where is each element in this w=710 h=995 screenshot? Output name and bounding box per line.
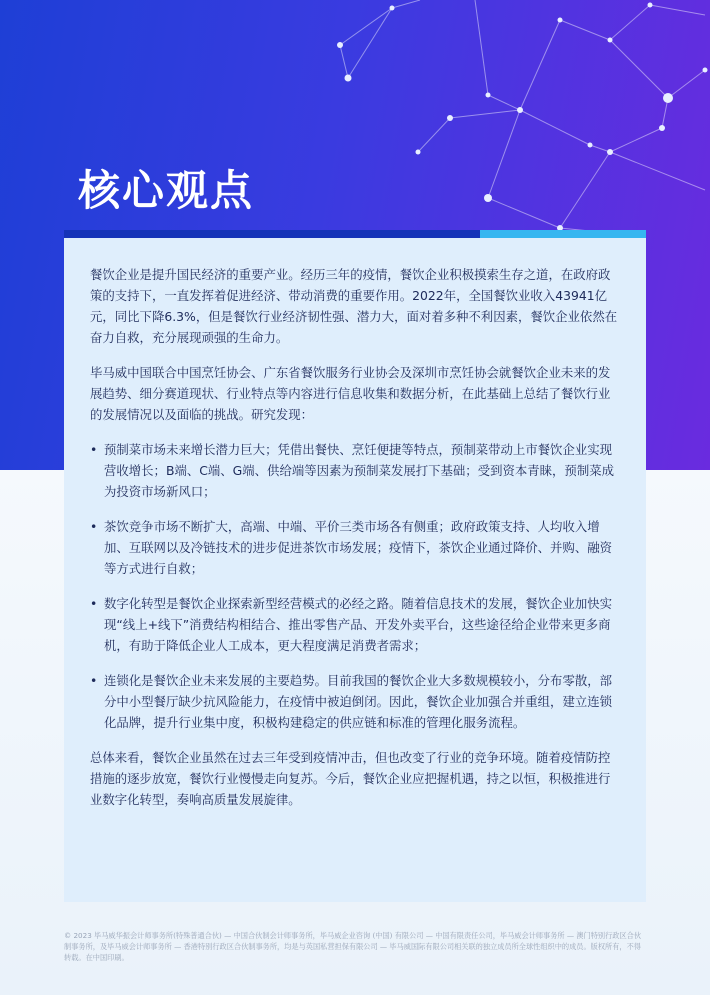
finding-text: 数字化转型是餐饮企业探索新型经营模式的必经之路。随着信息技术的发展，餐饮企业加快实现“线上+线下”消费结构相结合、推出零售产品、开发外卖平台，这些途径给企业带来更多商机，有助于降低企业人工成本，更大程度满足消费者需求； bbox=[104, 596, 613, 653]
finding-text: 连锁化是餐饮企业未来发展的主要趋势。目前我国的餐饮企业大多数规模较小，分布零散，部分中小型餐厅缺少抗风险能力，在疫情中被迫倒闭。因此，餐饮企业加强合并重组，建立连锁化品牌，提升行业集中度，积极构建稳定的供应链和标准的管理化服务流程。 bbox=[104, 673, 613, 730]
key-points-card bbox=[64, 230, 646, 902]
bullet-icon: • bbox=[90, 596, 98, 611]
card-accent-bar-dark bbox=[64, 230, 480, 238]
finding-item bbox=[90, 439, 622, 502]
finding-text: 茶饮竞争市场不断扩大，高端、中端、平价三类市场各有侧重；政府政策支持、人均收入增加、互联网以及冷链技术的进步促进茶饮市场发展；疫情下，茶饮企业通过降价、并购、融资等方式进行自救； bbox=[104, 519, 613, 576]
footer-copyright: © 2023 毕马威华振会计师事务所(特殊普通合伙) — 中国合伙制会计师事务所，毕马威企业咨询 (中国) 有限公司 — 中国有限责任公司，毕马威会计师事务所 — 澳门特别行政区合伙制事务所，及毕马威会计师事务所 — 香港特别行政区合伙制事务所，均是与英国私营担保有限公司 — 毕马威国际有限公司相关联的独立成员所全球性组织中的成员。版权所有，不得转载。在中国印刷。 bbox=[64, 931, 642, 962]
finding-item bbox=[90, 670, 622, 733]
conclusion-paragraph: 总体来看，餐饮企业虽然在过去三年受到疫情冲击，但也改变了行业的竞争环境。随着疫情防控措施的逐步放宽，餐饮行业慢慢走向复苏。今后，餐饮企业应把握机遇，持之以恒，积极推进行业数字化转型，奏响高质量发展旋律。 bbox=[90, 750, 611, 807]
page-title: 核心观点 bbox=[78, 166, 255, 215]
bullet-icon: • bbox=[90, 442, 98, 457]
bullet-icon: • bbox=[90, 519, 98, 534]
card-accent-bar-light bbox=[480, 230, 646, 238]
finding-item bbox=[90, 593, 622, 656]
findings-list bbox=[90, 439, 622, 733]
intro-paragraph: 餐饮企业是提升国民经济的重要产业。经历三年的疫情，餐饮企业积极摸索生存之道，在政府政策的支持下，一直发挥着促进经济、带动消费的重要作用。2022年，全国餐饮业收入43941亿元，同比下降6.3%，但是餐饮行业经济韧性强、潜力大，面对着多种不利因素，餐饮企业依然在奋力自救，充分展现顽强的生命力。 bbox=[90, 267, 618, 345]
finding-text: 预制菜市场未来增长潜力巨大；凭借出餐快、烹饪便捷等特点，预制菜带动上市餐饮企业实现营收增长；B端、C端、G端、供给端等因素为预制菜发展打下基础；受到资本青睐，预制菜成为投资市场新风口； bbox=[104, 442, 614, 499]
finding-item bbox=[90, 516, 622, 579]
research-paragraph: 毕马威中国联合中国烹饪协会、广东省餐饮服务行业协会及深圳市烹饪协会就餐饮企业未来的发展趋势、细分赛道现状、行业特点等内容进行信息收集和数据分析，在此基础上总结了餐饮行业的发展情况以及面临的挑战。研究发现： bbox=[90, 365, 611, 422]
bullet-icon: • bbox=[90, 673, 98, 688]
card-body bbox=[90, 264, 622, 824]
